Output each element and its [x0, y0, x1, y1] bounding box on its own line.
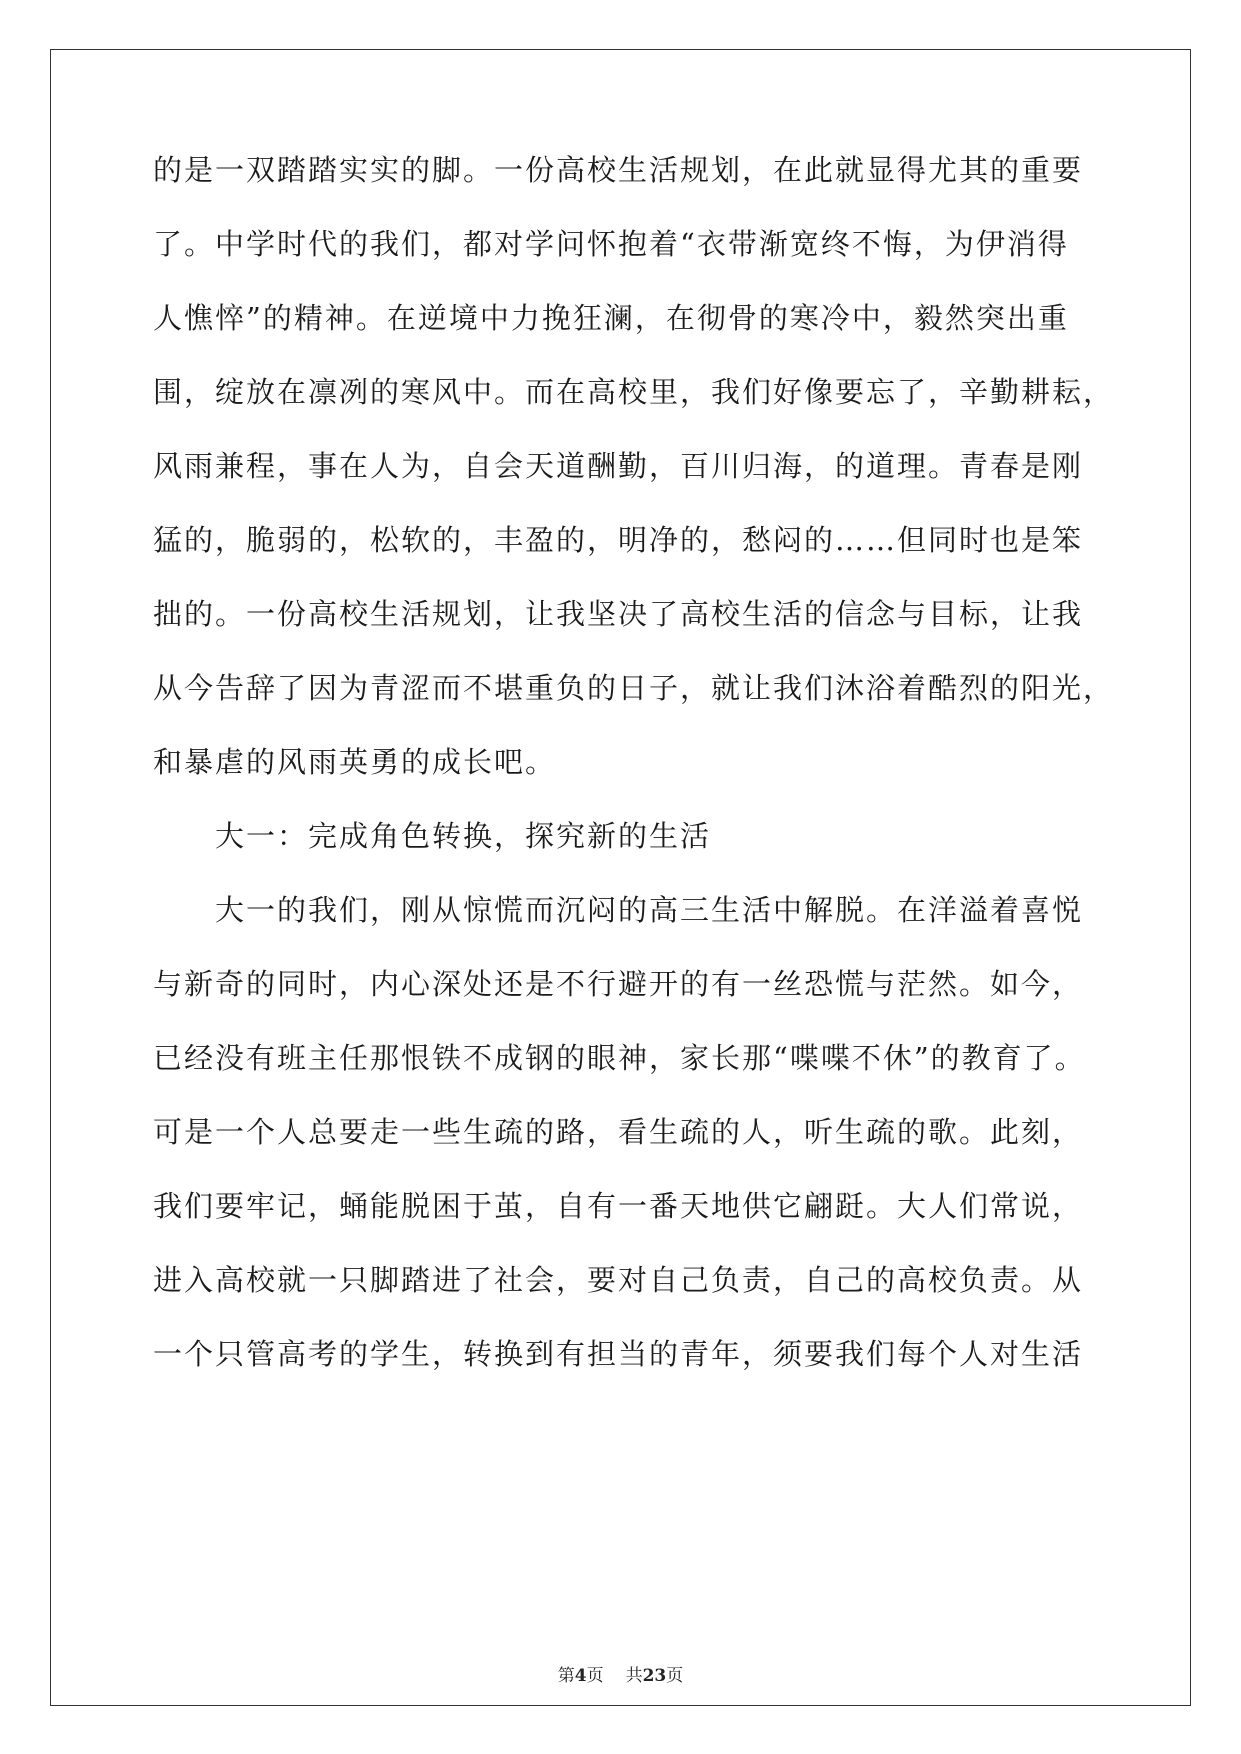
- text-line: 的是一双踏踏实实的脚。一份高校生活规划，在此就显得尤其的重要: [153, 153, 1084, 187]
- text-line: 和暴虐的风雨英勇的成长吧。: [153, 745, 557, 779]
- text-line: 猛的，脆弱的，松软的，丰盈的，明净的，愁闷的……但同时也是笨: [153, 523, 1084, 557]
- text-line: 了。中学时代的我们，都对学问怀抱着“衣带渐宽终不悔，为伊消得: [153, 227, 1069, 261]
- text-line: 围，绽放在凛冽的寒风中。而在高校里，我们好像要忘了，辛勤耕耘，: [153, 375, 1115, 409]
- text-line: 从今告辞了因为青涩而不堪重负的日子，就让我们沐浴着酷烈的阳光，: [153, 671, 1115, 705]
- text-line: 与新奇的同时，内心深处还是不行避开的有一丝恐慌与茫然。如今，: [153, 967, 1084, 1001]
- text-line: 我们要牢记，蛹能脱困于茧，自有一番天地供它翩跹。大人们常说，: [153, 1189, 1084, 1223]
- text-line: 进入高校就一只脚踏进了社会，要对自己负责，自己的高校负责。从: [153, 1263, 1084, 1297]
- total-suffix: 页: [666, 1666, 684, 1686]
- section-heading: 大一：完成角色转换，探究新的生活: [215, 819, 712, 853]
- text-line: 可是一个人总要走一些生疏的路，看生疏的人，听生疏的歌。此刻，: [153, 1115, 1084, 1149]
- page-prefix: 第: [557, 1666, 575, 1686]
- text-line: 大一的我们，刚从惊慌而沉闷的高三生活中解脱。在洋溢着喜悦: [215, 893, 1084, 927]
- page-border: [50, 49, 1191, 1706]
- text-line: 风雨兼程，事在人为，自会天道酬勤，百川归海，的道理。青春是刚: [153, 449, 1084, 483]
- text-line: 拙的。一份高校生活规划，让我坚决了高校生活的信念与目标，让我: [153, 597, 1084, 631]
- page-footer: [0, 1665, 1241, 1687]
- text-line: 已经没有班主任那恨铁不成钢的眼神，家长那“喋喋不休”的教育了。: [153, 1041, 1086, 1075]
- page-suffix: 页: [586, 1666, 604, 1686]
- page-number: 4: [574, 1666, 587, 1686]
- total-pages: 23: [642, 1666, 667, 1686]
- text-line: 一个只管高考的学生，转换到有担当的青年，须要我们每个人对生活: [153, 1337, 1084, 1371]
- text-line: 人憔悴”的精神。在逆境中力挽狂澜，在彻骨的寒冷中，毅然突出重: [153, 301, 1069, 335]
- total-prefix: 共: [625, 1666, 643, 1686]
